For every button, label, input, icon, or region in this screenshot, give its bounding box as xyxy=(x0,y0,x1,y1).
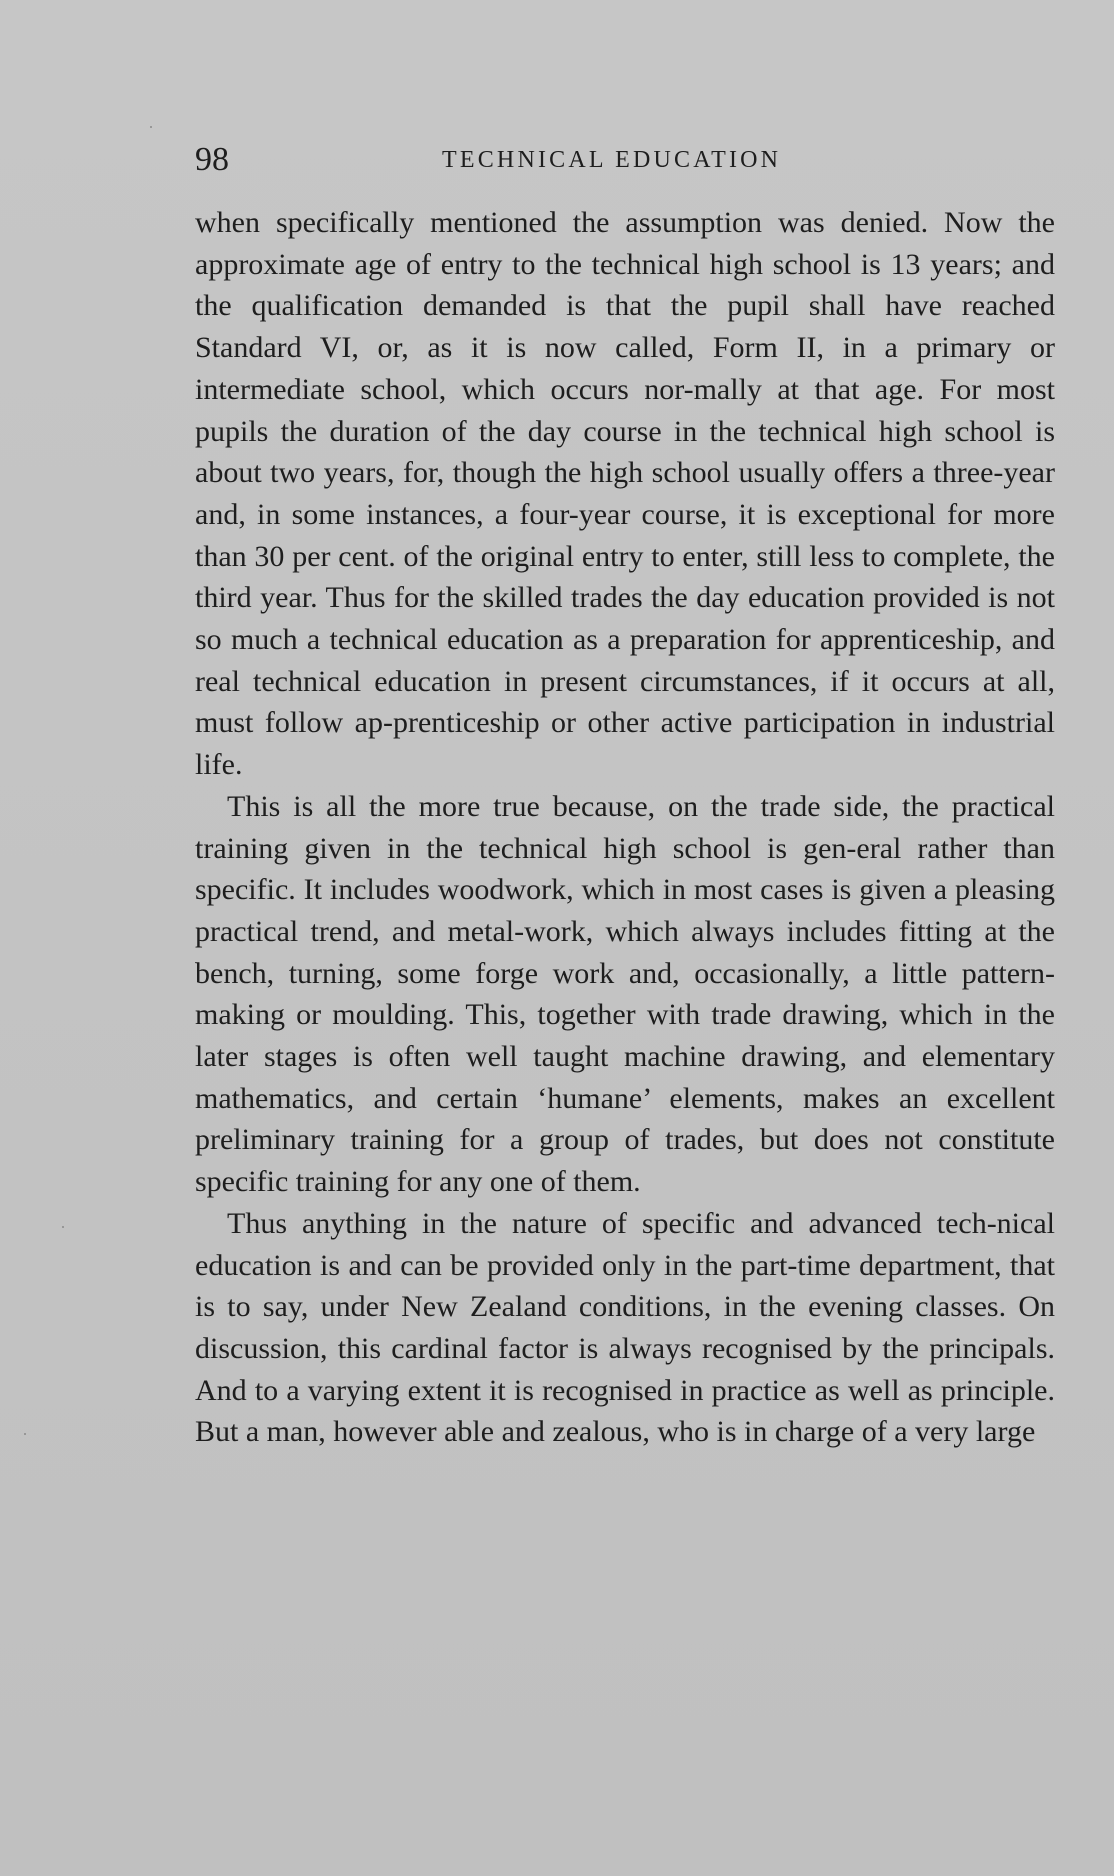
paragraph-continued: when specifically mentioned the assumption was denied. Now the approximate age of entry to the technical high school is 13 years; and the qualification demanded is that the pupil shall have reached Standard VI, or, as it is now called, Form II, in a primary or intermediate school, which occurs nor-mally at that age. For most pupils the duration of the day course in the technical high school is about two years, for, though the high school usually offers a three-year and, in some instances, a four-year course, it is exceptional for more than 30 per cent. of the original entry to enter, still less to complete, the third year. Thus for the skilled trades the day education provided is not so much a technical education as a preparation for apprenticeship, and real technical education in present circumstances, if it occurs at all, must follow ap-prenticeship or other active participation in industrial life. xyxy=(195,206,1055,782)
paper-speck xyxy=(62,1226,64,1228)
running-head: TECHNICAL EDUCATION xyxy=(442,147,782,173)
paragraph: Thus anything in the nature of specific and advanced tech-nical education is and can be provided only in the part-time department, that is to say, under New Zealand conditions, in the evening classes. On discussion, this cardinal factor is always recognised by the principals. And to a varying extent it is recognised in practice as well as principle. But a man, however able and zealous, who is in charge of a very large xyxy=(195,1206,1055,1449)
page-header xyxy=(195,140,1055,180)
page-number: 98 xyxy=(195,141,229,178)
paragraph: This is all the more true because, on the trade side, the practical training given in the technical high school is gen-eral rather than specific. It includes woodwork, which in most cases is given a pleasing practical trend, and metal-work, which always includes fitting at the bench, turning, some forge work and, occasionally, a little pattern-making or moulding. This, together with trade drawing, which in the later stages is often well taught machine drawing, and elementary mathematics, and certain ‘humane’ elements, makes an excellent preliminary training for a group of trades, but does not constitute specific training for any one of them. xyxy=(195,789,1055,1199)
paper-speck xyxy=(150,126,152,128)
paper-speck xyxy=(24,1433,26,1435)
body-text xyxy=(195,202,1055,1453)
